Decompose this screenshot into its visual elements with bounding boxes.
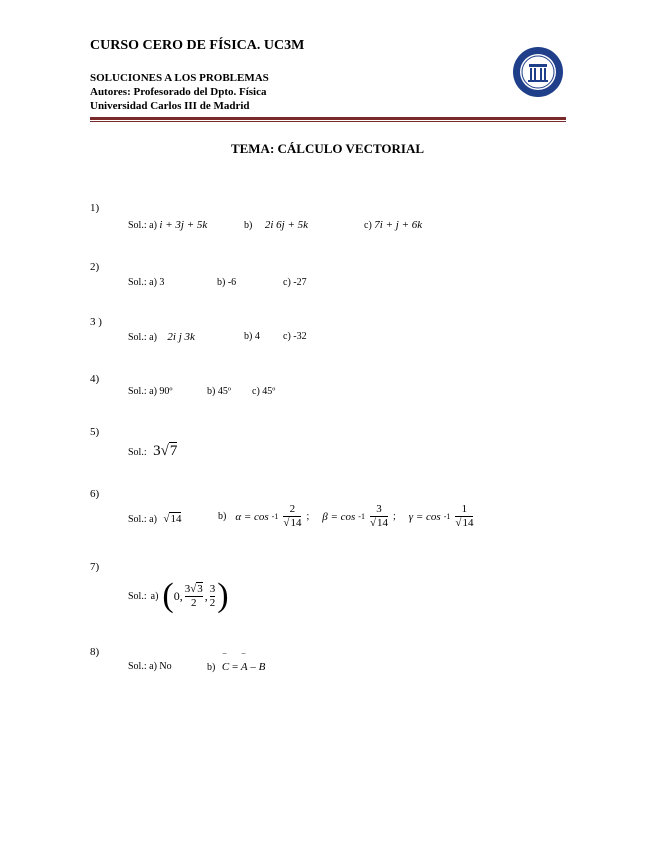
fraction-denominator: √14 [283, 517, 302, 529]
inverse-exponent: -1 [271, 512, 279, 521]
fraction-numerator: 3√3 [184, 582, 203, 595]
problem-number: 8) [90, 646, 100, 658]
answer-radicand: 7 [169, 443, 178, 459]
answer-c: c) -32 [283, 331, 307, 342]
sol-label: Sol.: [128, 332, 147, 343]
point-x: 0, [173, 588, 183, 603]
gamma-fraction [455, 503, 473, 530]
answer-b-group [244, 219, 308, 231]
answer-b: b) 45º [207, 386, 231, 397]
y-coefficient: 3 [184, 582, 191, 595]
fraction-numerator: 1 [461, 503, 468, 515]
fraction-denominator: √14 [369, 517, 389, 529]
separator: ; [306, 511, 310, 522]
fraction-numerator: 2 [289, 503, 296, 515]
answer-c-label: c) [364, 220, 372, 231]
vector-a: ‾ A [241, 661, 248, 673]
answer-a: a) 3 [149, 277, 165, 288]
solution-row [128, 386, 173, 397]
problem-number: 5) [90, 426, 100, 438]
y-radicand: 3 [197, 582, 203, 595]
solution-row [128, 579, 229, 613]
sol-label: Sol.: [128, 220, 147, 231]
direction-angles [218, 503, 475, 530]
vector-b: B [258, 661, 266, 673]
fraction-denominator: 2 [209, 596, 216, 609]
separator: , [204, 588, 208, 603]
alpha-fraction [283, 503, 301, 530]
answer-a: i + 3j + 5k [159, 219, 208, 231]
answer-a-label: a) [149, 220, 157, 231]
beta-fraction [370, 503, 388, 530]
sol-label: Sol.: [128, 590, 147, 602]
sol-label: Sol.: [128, 661, 147, 672]
sol-label: Sol.: [128, 386, 147, 397]
answer-b: b) -6 [217, 277, 237, 288]
gamma-angle: γ = cos [408, 510, 441, 523]
header-subtitle: SOLUCIONES A LOS PROBLEMAS [90, 72, 269, 84]
answer-a: a) 90º [149, 386, 173, 397]
fraction-numerator: 3 [209, 582, 216, 595]
inverse-exponent: -1 [358, 512, 365, 521]
fraction-radicand: 14 [377, 517, 389, 529]
fraction-numerator: 3 [376, 503, 382, 515]
answer-b-label: b) [207, 662, 216, 673]
solution-row [128, 331, 195, 343]
answer-a: a) No [149, 661, 172, 672]
header-rule-thin [90, 121, 566, 122]
solution-row [128, 661, 172, 672]
point-z-fraction [210, 583, 216, 610]
problem-number: 7) [90, 561, 100, 573]
topic-title: TEMA: CÁLCULO VECTORIAL [230, 141, 425, 156]
minus-sign: – [247, 661, 259, 673]
left-paren: ( [162, 577, 174, 614]
answer-c: c) 45º [252, 386, 276, 397]
solution-row: Sol.: 3√7 [128, 443, 178, 459]
answer-b: 2i 6j + 5k [264, 219, 309, 231]
alpha-angle: α = cos [235, 510, 269, 523]
answer-coefficient: 3 [153, 443, 161, 459]
point-y-fraction [185, 583, 203, 610]
header-university: Universidad Carlos III de Madrid [90, 100, 250, 112]
answer-a: 2i j 3k [167, 331, 195, 343]
inverse-exponent: -1 [443, 512, 451, 521]
problem-number: 6) [90, 488, 100, 500]
answer-c: 7i + j + 6k [374, 219, 423, 231]
sol-label: Sol.: [128, 514, 147, 525]
answer-b: b) 4 [244, 331, 260, 342]
solution-row: Sol.: a) √14 [128, 513, 182, 525]
vector-c: ‾ C [222, 661, 229, 673]
separator: ; [393, 511, 396, 522]
header-authors: Autores: Profesorado del Dpto. Física [90, 86, 267, 98]
answer-b-label: b) [244, 220, 253, 231]
fraction-radicand: 14 [462, 517, 474, 529]
university-seal-icon [512, 46, 564, 98]
answer-b-label: b) [218, 511, 227, 522]
sol-label: Sol.: [128, 447, 147, 458]
problem-number: 1) [90, 202, 100, 214]
problem-number: 2) [90, 261, 100, 273]
header-rule-thick [90, 117, 566, 120]
beta-angle: β = cos [322, 510, 356, 523]
answer-a-radicand: 14 [170, 513, 182, 525]
answer-a-label: a) [149, 332, 157, 343]
solution-row [128, 277, 164, 288]
answer-a-label: a) [149, 514, 157, 525]
fraction-denominator: √14 [455, 517, 474, 529]
right-paren: ) [217, 577, 229, 614]
solution-row [128, 219, 207, 231]
answer-a-label: a) [150, 590, 159, 602]
equals-sign: = [229, 661, 241, 673]
answer-c: c) -27 [283, 277, 307, 288]
sol-label: Sol.: [128, 277, 147, 288]
answer-b-group [207, 661, 265, 673]
problem-number: 3 ) [90, 316, 102, 328]
answer-c-group [364, 219, 422, 231]
fraction-radicand: 14 [290, 517, 302, 529]
fraction-denominator: 2 [185, 596, 203, 610]
course-title: CURSO CERO DE FÍSICA. UC3M [90, 38, 305, 53]
problem-number: 4) [90, 373, 100, 385]
